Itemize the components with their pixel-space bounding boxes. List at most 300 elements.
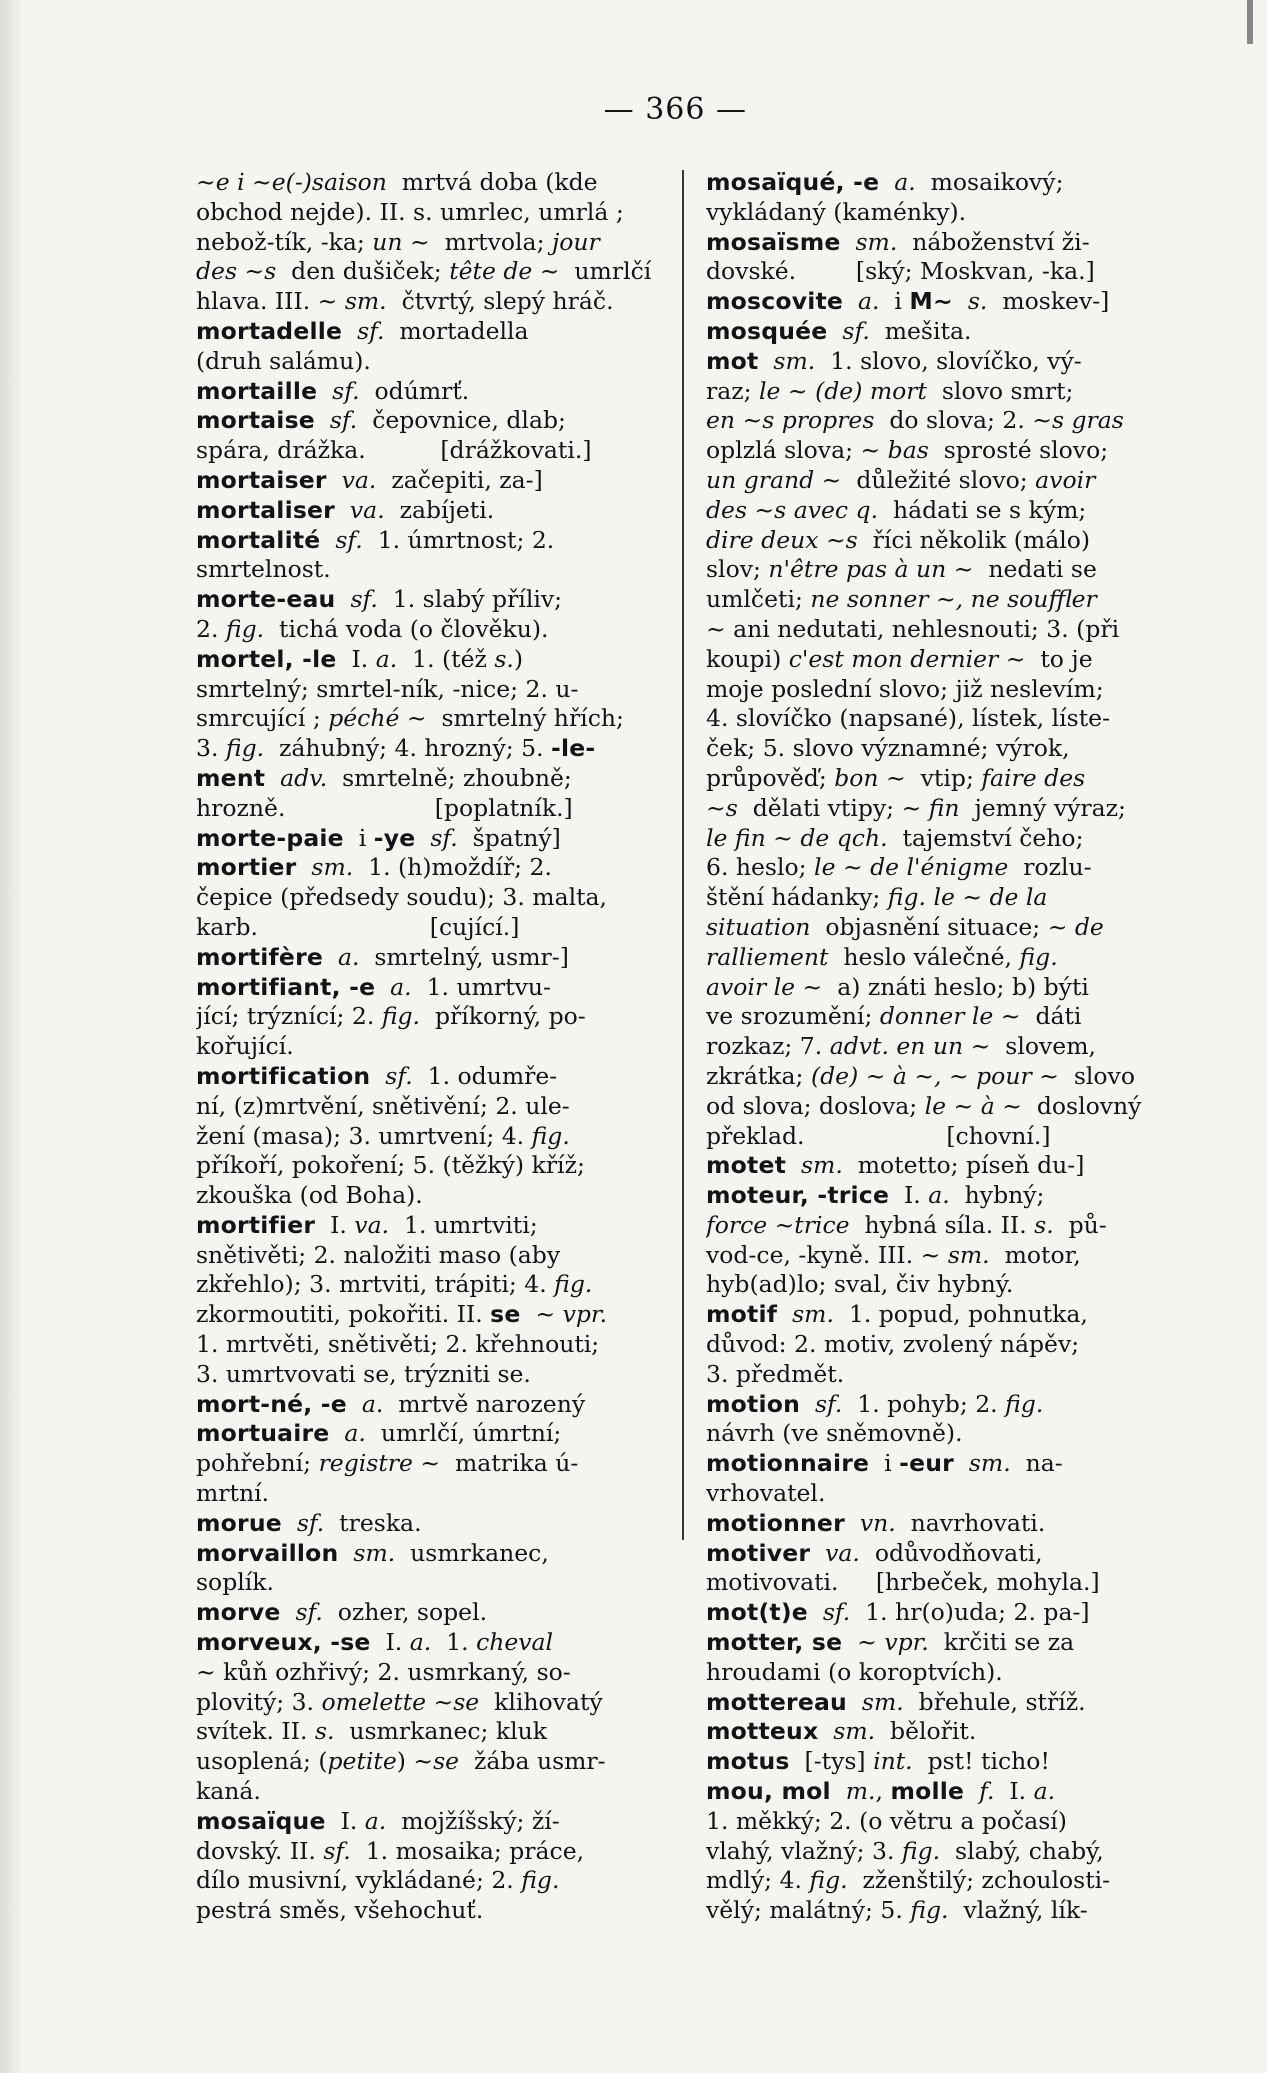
- dictionary-line: [706, 1181, 1164, 1211]
- entry-text: smrtelně; zhoubně;: [327, 763, 572, 792]
- entry-text: umrlčí: [559, 257, 652, 286]
- entry-text: ozher, sopel.: [322, 1598, 488, 1627]
- italic-phrase: va.: [354, 1210, 390, 1239]
- italic-phrase: fig.: [809, 1866, 848, 1895]
- italic-phrase: c'est mon dernier ~: [788, 644, 1026, 673]
- italic-phrase: va.: [341, 465, 377, 494]
- dictionary-line: [196, 1062, 654, 1092]
- italic-phrase: fig.: [1005, 1389, 1044, 1418]
- dictionary-line: [706, 794, 1164, 824]
- entry-text: I.: [889, 1181, 929, 1210]
- italic-phrase: le ~ de l'énigme: [814, 853, 1009, 882]
- italic-phrase: fig.: [225, 614, 265, 643]
- entry-text: I.: [370, 1628, 410, 1657]
- entry-text: [327, 466, 342, 494]
- entry-text: slovo: [1058, 1061, 1135, 1090]
- entry-text: umlčeti;: [706, 585, 811, 614]
- entry-text: mrtní.: [196, 1479, 270, 1508]
- entry-headword: morvaillon: [196, 1538, 339, 1567]
- dictionary-line: [706, 198, 1164, 228]
- dictionary-line: [706, 734, 1164, 764]
- italic-phrase: s.: [494, 644, 514, 673]
- entry-text: zkrátka;: [706, 1061, 811, 1090]
- italic-phrase: fig.: [531, 1121, 570, 1150]
- italic-phrase: ~e i ~e(-)saison: [196, 168, 387, 196]
- entry-text: obchod nejde). II. s. umrlec, umrlá ;: [196, 197, 624, 226]
- page-header: [0, 92, 1267, 127]
- dictionary-line: [196, 1181, 654, 1211]
- italic-phrase: sm.: [947, 1240, 990, 1269]
- italic-phrase: sm.: [344, 287, 387, 316]
- entry-text: štění hádanky;: [706, 883, 888, 912]
- entry-text: rozlu-: [1008, 853, 1092, 882]
- entry-text: doslovný: [1021, 1091, 1142, 1120]
- entry-text: [415, 824, 430, 852]
- italic-phrase: le ~ (de) mort: [759, 376, 927, 405]
- entry-text: I.: [325, 1806, 365, 1835]
- entry-text: ): [396, 1747, 414, 1776]
- entry-headword: motteux: [706, 1717, 819, 1746]
- entry-text: [964, 1777, 979, 1805]
- dictionary-line: [706, 1390, 1164, 1420]
- entry-text: mdlý; 4.: [706, 1866, 810, 1895]
- entry-text: vod-ce, -kyně. III. ~: [706, 1240, 948, 1269]
- entry-text: 1. úmrtnost; 2.: [362, 525, 555, 554]
- dictionary-line: [196, 1807, 654, 1837]
- entry-text: [338, 1539, 353, 1567]
- entry-text: [335, 585, 350, 613]
- entry-text: snětivěti; 2. naložiti maso (aby: [196, 1240, 561, 1269]
- entry-text: hrozně. [poplatník.]: [196, 793, 573, 822]
- italic-phrase: tête de ~: [449, 257, 560, 286]
- italic-phrase: (de) ~ à ~, ~ pour ~: [810, 1061, 1059, 1090]
- dictionary-line: [706, 1211, 1164, 1241]
- entry-text: mrtvě narozený: [383, 1389, 586, 1418]
- entry-headword: motus: [706, 1747, 790, 1776]
- entry-text: [810, 1539, 825, 1567]
- dictionary-line: [196, 675, 654, 705]
- italic-phrase: péché ~: [328, 704, 427, 733]
- dictionary-line: [196, 198, 654, 228]
- dictionary-line: [706, 1866, 1164, 1896]
- entry-headword: motionnaire: [706, 1449, 870, 1478]
- entry-text: břehule, stříž.: [903, 1687, 1086, 1716]
- entry-text: vykládaný (kaménky).: [706, 197, 967, 226]
- dictionary-line: [706, 1539, 1164, 1569]
- italic-phrase: advt. en un ~: [829, 1032, 991, 1061]
- dictionary-line: [196, 1419, 654, 1449]
- entry-headword: mosaïqué, -e: [706, 168, 880, 196]
- dictionary-line: [196, 973, 654, 1003]
- dictionary-line: [706, 615, 1164, 645]
- italic-phrase: ~s gras: [1032, 406, 1124, 435]
- entry-text: 1. umrtviti;: [389, 1210, 538, 1239]
- entry-text: důležité slovo;: [841, 465, 1036, 494]
- entry-headword: mortaiser: [196, 465, 327, 494]
- entry-headword: mortaliser: [196, 495, 335, 524]
- entry-text: den dušiček;: [276, 257, 450, 286]
- italic-phrase: un ~: [372, 227, 430, 256]
- entry-text: [808, 1598, 823, 1626]
- dictionary-line: [196, 1837, 654, 1867]
- dictionary-line: [196, 555, 654, 585]
- dictionary-line: [706, 1270, 1164, 1300]
- entry-text: smrtelný hřích;: [426, 704, 624, 733]
- dictionary-line: [706, 1419, 1164, 1449]
- entry-text: na-: [1010, 1449, 1063, 1478]
- entry-text: 1. odumře-: [412, 1061, 558, 1090]
- entry-text: ní, (z)mrtvění, snětivění; 2. ule-: [196, 1091, 570, 1120]
- italic-phrase: sm.: [792, 1300, 834, 1329]
- dictionary-line: [706, 704, 1164, 734]
- entry-headword: morue: [196, 1508, 282, 1537]
- entry-text: ve srozumění;: [706, 1002, 880, 1031]
- entry-text: ~ kůň ozhřivý; 2. usmrkaný, so-: [196, 1657, 571, 1686]
- italic-phrase: fig.: [901, 1836, 941, 1865]
- entry-text: motivovati. [hrbeček, mohyla.]: [706, 1568, 1100, 1597]
- entry-text: [818, 1717, 833, 1745]
- entry-text: čepice (předsedy soudu); 3. malta,: [196, 883, 608, 912]
- entry-text: vělý; malátný; 5.: [706, 1896, 911, 1925]
- italic-phrase: sf.: [357, 316, 385, 345]
- dictionary-line: [196, 943, 654, 973]
- dictionary-line: [706, 1717, 1164, 1747]
- dictionary-line: [706, 973, 1164, 1003]
- dictionary-line: [196, 704, 654, 734]
- entry-text: odúmrť.: [359, 376, 470, 405]
- italic-phrase: vn.: [859, 1508, 896, 1537]
- entry-text: žení (masa); 3. umrtvení; 4.: [196, 1121, 532, 1150]
- entry-text: [843, 287, 858, 315]
- entry-text: kořující.: [196, 1032, 294, 1061]
- entry-text: 1.: [431, 1628, 477, 1657]
- entry-text: záhubný; 4. hrozný; 5.: [264, 734, 552, 763]
- entry-text: [370, 1062, 385, 1090]
- italic-phrase: a.: [364, 1806, 387, 1835]
- entry-text: nedati se: [973, 555, 1097, 584]
- dictionary-line: [196, 853, 654, 883]
- entry-text: čepovnice, dlab;: [357, 406, 566, 435]
- entry-text: hyb(ad)lo; sval, čiv hybný.: [706, 1270, 1014, 1299]
- entry-text: [317, 377, 332, 405]
- italic-phrase: registre ~: [318, 1449, 441, 1478]
- entry-text: motor,: [989, 1240, 1081, 1269]
- entry-text: spára, drážka. [drážkovati.]: [196, 436, 592, 465]
- entry-text: mrtvola;: [429, 227, 552, 256]
- italic-phrase: vpr.: [884, 1628, 929, 1657]
- entry-headword: mort-né, -e: [196, 1389, 347, 1418]
- entry-text: [375, 973, 390, 1001]
- entry-text: [847, 1688, 862, 1716]
- entry-headword: M~: [909, 287, 953, 316]
- entry-text: matrika ú-: [440, 1449, 579, 1478]
- entry-text: vtip;: [905, 763, 982, 792]
- entry-text: [-tys]: [789, 1747, 874, 1776]
- dictionary-line: [706, 496, 1164, 526]
- entry-text: I.: [336, 644, 376, 673]
- dictionary-line: [196, 645, 654, 675]
- entry-text: [831, 1777, 846, 1805]
- entry-headword: motiver: [706, 1538, 811, 1567]
- entry-text: [282, 1509, 297, 1537]
- italic-phrase: a.: [409, 1628, 432, 1657]
- entry-text: [265, 764, 280, 792]
- italic-phrase: s.: [1034, 1210, 1054, 1239]
- italic-phrase: le fin ~ de qch.: [706, 823, 888, 852]
- entry-text: smrtelnost.: [196, 555, 331, 584]
- italic-phrase: a.: [390, 972, 412, 1001]
- entry-text: I.: [994, 1777, 1034, 1806]
- entry-headword: mortifiant, -e: [196, 972, 376, 1001]
- entry-text: vrhovatel.: [706, 1479, 826, 1508]
- entry-text: 1. měkký; 2. (o větru a počasí): [706, 1806, 1067, 1835]
- entry-text: ,: [875, 1777, 891, 1806]
- italic-phrase: ~s: [706, 793, 738, 822]
- entry-text: odůvodňovati,: [859, 1538, 1043, 1567]
- entry-text: usmrkanec,: [395, 1538, 549, 1567]
- italic-phrase: a.: [344, 1419, 366, 1448]
- entry-text: zkormoutiti, pokořiti. II.: [196, 1300, 491, 1329]
- italic-phrase: va.: [825, 1538, 860, 1567]
- entry-text: vlahý, vlažný; 3.: [706, 1836, 902, 1865]
- italic-phrase: sf.: [385, 1061, 413, 1090]
- entry-text: heslo válečné,: [828, 942, 1020, 971]
- entry-text: náboženství ži-: [897, 227, 1090, 256]
- italic-phrase: fig. le ~ de la: [887, 883, 1048, 912]
- dictionary-line: [706, 883, 1164, 913]
- entry-text: (druh salámu).: [196, 346, 371, 375]
- italic-phrase: ne sonner ~, ne souffler: [810, 585, 1097, 614]
- entry-text: slabý, chabý,: [940, 1836, 1104, 1865]
- entry-text: rozkaz; 7.: [706, 1032, 830, 1061]
- entry-headword: -ye: [373, 823, 416, 852]
- dictionary-columns: [196, 168, 1176, 2048]
- entry-text: pohřební;: [196, 1449, 319, 1478]
- italic-phrase: sm.: [855, 227, 898, 256]
- entry-headword: mortifier: [196, 1210, 316, 1239]
- dictionary-line: [706, 585, 1164, 615]
- entry-text: oplzlá slova;: [706, 436, 861, 465]
- italic-phrase: a.: [894, 168, 916, 196]
- entry-text: nebož-tík, -ka;: [196, 227, 373, 256]
- dictionary-line: [706, 853, 1164, 883]
- dictionary-line: [196, 1092, 654, 1122]
- italic-phrase: n'être pas à un ~: [768, 555, 974, 584]
- entry-text: [296, 853, 311, 881]
- italic-phrase: ~ de: [1047, 912, 1104, 941]
- entry-text: slov;: [706, 555, 769, 584]
- entry-text: hroudami (o koroptvích).: [706, 1657, 1003, 1686]
- entry-headword: mottereau: [706, 1687, 847, 1716]
- entry-text: 3. předmět.: [706, 1359, 845, 1388]
- entry-text: do slova; 2.: [874, 406, 1033, 435]
- dictionary-line: [706, 1688, 1164, 1718]
- dictionary-line: [196, 1270, 654, 1300]
- entry-text: tichá voda (o člověku).: [264, 614, 549, 643]
- dictionary-line: [706, 526, 1164, 556]
- italic-phrase: avoir: [1035, 465, 1096, 494]
- dictionary-line: [196, 1300, 654, 1330]
- italic-phrase: sm.: [968, 1449, 1011, 1478]
- dictionary-line: [706, 1032, 1164, 1062]
- dictionary-line: [196, 168, 654, 198]
- entry-text: umrlčí, úmrtní;: [365, 1419, 562, 1448]
- italic-phrase: situation: [706, 912, 811, 941]
- italic-phrase: force ~trice: [706, 1210, 850, 1239]
- dictionary-line: [196, 436, 654, 466]
- entry-text: 1. slabý příliv;: [377, 585, 563, 614]
- entry-text: [280, 1598, 295, 1626]
- entry-text: to je: [1025, 644, 1093, 673]
- entry-headword: mosquée: [706, 316, 828, 345]
- dictionary-line: [196, 1598, 654, 1628]
- dictionary-line: [706, 1837, 1164, 1867]
- entry-headword: mortification: [196, 1061, 371, 1090]
- italic-phrase: sf.: [350, 585, 378, 614]
- entry-text: mešita.: [869, 316, 972, 345]
- dictionary-line: [706, 466, 1164, 496]
- italic-phrase: petite: [327, 1747, 397, 1776]
- entry-headword: mou, mol: [706, 1777, 831, 1806]
- entry-text: [777, 1300, 792, 1328]
- entry-text: [758, 347, 773, 375]
- entry-text: [827, 317, 842, 345]
- dictionary-line: [196, 615, 654, 645]
- dictionary-line: [706, 943, 1164, 973]
- entry-headword: moteur, -trice: [706, 1181, 890, 1210]
- entry-text: treska.: [324, 1508, 422, 1537]
- dictionary-line: [706, 1568, 1164, 1598]
- dictionary-line: [196, 1330, 654, 1360]
- entry-text: usmrkanec; kluk: [334, 1717, 548, 1746]
- dictionary-line: [706, 436, 1164, 466]
- entry-text: navrhovati.: [895, 1508, 1046, 1537]
- italic-phrase: jour: [551, 227, 600, 256]
- dictionary-line: [706, 257, 1164, 287]
- entry-text: žába usmr-: [459, 1747, 606, 1776]
- entry-text: hybný;: [949, 1181, 1045, 1210]
- entry-text: čtvrtý, slepý hráč.: [386, 287, 614, 316]
- italic-phrase: sf.: [332, 376, 360, 405]
- entry-text: 1. umrtvu-: [411, 972, 551, 1001]
- dictionary-line: [706, 1807, 1164, 1837]
- dictionary-line: [196, 913, 654, 943]
- italic-phrase: sf.: [842, 316, 870, 345]
- dictionary-line: [196, 1747, 654, 1777]
- entry-text: 2.: [196, 614, 226, 643]
- scan-corner-mark: [1247, 0, 1253, 44]
- entry-text: moje poslední slovo; již neslevím;: [706, 674, 1104, 703]
- dictionary-line: [196, 1896, 654, 1926]
- entry-text: pestrá směs, všehochuť.: [196, 1896, 484, 1925]
- dictionary-line: [196, 794, 654, 824]
- dictionary-line: [706, 1002, 1164, 1032]
- italic-phrase: sf.: [814, 1389, 843, 1418]
- entry-headword: morveux, -se: [196, 1628, 371, 1657]
- dictionary-line: [706, 1330, 1164, 1360]
- entry-text: [347, 1390, 362, 1418]
- italic-phrase: fig.: [1019, 942, 1058, 971]
- entry-headword: -eur: [899, 1449, 954, 1478]
- entry-text: i: [343, 823, 374, 852]
- dictionary-line: [196, 1211, 654, 1241]
- entry-text: smrcující ;: [196, 704, 329, 733]
- italic-phrase: m.: [845, 1777, 876, 1806]
- italic-phrase: un grand ~: [706, 465, 842, 494]
- entry-headword: morte-paie: [196, 823, 344, 852]
- dictionary-line: [196, 824, 654, 854]
- entry-text: 4. slovíčko (napsané), lístek, líste-: [706, 704, 1111, 733]
- italic-phrase: donner le ~: [879, 1002, 1021, 1031]
- italic-phrase: sm.: [861, 1687, 904, 1716]
- dictionary-line: [706, 1896, 1164, 1926]
- dictionary-line: [196, 1777, 654, 1807]
- entry-text: [320, 526, 335, 554]
- italic-phrase: f.: [979, 1777, 995, 1806]
- entry-text: ~: [842, 1628, 885, 1657]
- entry-headword: mortaise: [196, 406, 315, 435]
- entry-headword: mortaille: [196, 376, 318, 405]
- entry-text: dovský. II.: [196, 1836, 324, 1865]
- dictionary-line: [706, 406, 1164, 436]
- entry-headword: mortalité: [196, 525, 321, 554]
- italic-phrase: omelette ~se: [321, 1687, 480, 1716]
- entry-text: smrtelný, usmr-]: [359, 942, 569, 971]
- entry-text: [954, 1449, 969, 1477]
- entry-text: karb. [cující.]: [196, 912, 520, 941]
- italic-phrase: int.: [873, 1747, 913, 1776]
- entry-text: příkoří, pokoření; 5. (těžký) kříž;: [196, 1151, 585, 1180]
- entry-text: návrh (ve sněmovně).: [706, 1419, 963, 1448]
- dictionary-line: [196, 1032, 654, 1062]
- entry-text: 3. umrtvovati se, trýzniti se.: [196, 1359, 531, 1388]
- italic-phrase: sf.: [335, 525, 363, 554]
- italic-phrase: sm.: [311, 853, 354, 882]
- right-column: [706, 168, 1164, 2048]
- entry-text: zkouška (od Boha).: [196, 1181, 423, 1210]
- entry-text: jemný výraz;: [959, 793, 1126, 822]
- italic-phrase: adv.: [280, 763, 328, 792]
- italic-phrase: a.: [928, 1181, 950, 1210]
- italic-phrase: sf.: [296, 1508, 325, 1537]
- dictionary-line: [196, 1002, 654, 1032]
- entry-text: 1. pohyb; 2.: [842, 1389, 1006, 1418]
- entry-text: soplík.: [196, 1568, 274, 1597]
- entry-headword: motion: [706, 1389, 800, 1418]
- entry-text: překlad. [chovní.]: [706, 1121, 1051, 1150]
- dictionary-line: [196, 1122, 654, 1152]
- dictionary-line: [706, 317, 1164, 347]
- dictionary-line: [706, 1122, 1164, 1152]
- entry-headword: molle: [890, 1777, 965, 1806]
- dictionary-line: [196, 764, 654, 794]
- dictionary-line: [196, 496, 654, 526]
- entry-text: dáti: [1020, 1002, 1082, 1031]
- dictionary-line: [196, 1866, 654, 1896]
- dictionary-line: [706, 1449, 1164, 1479]
- italic-phrase: des ~s avec q.: [706, 495, 879, 524]
- dictionary-line: [196, 1509, 654, 1539]
- entry-text: [953, 287, 968, 315]
- entry-text: příkorný, po-: [420, 1002, 586, 1031]
- italic-phrase: sm.: [801, 1151, 843, 1180]
- dictionary-line: [196, 317, 654, 347]
- italic-phrase: dire deux ~s: [706, 525, 858, 554]
- dictionary-line: [196, 1688, 654, 1718]
- dictionary-line: [196, 734, 654, 764]
- entry-text: dělati vtipy;: [737, 793, 902, 822]
- entry-text: [323, 943, 338, 971]
